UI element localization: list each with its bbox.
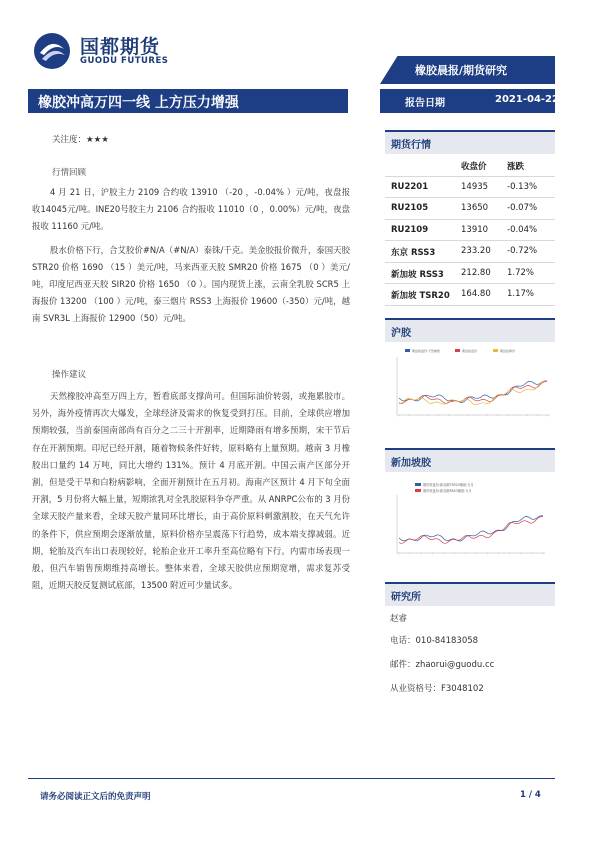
- analyst-name: 赵睿: [390, 614, 408, 624]
- advice-para-1: 天然橡胶冲高至万四上方，暂看底部支撑尚可。但国际油价转弱，或拖累胶市。另外，海外疫情再次大爆发，全球经济及需求的恢复受到打压。目前，全球供应增加预期较强，当前泰国南部尚有百分之二三十开割率，近期降雨有增多预期，宋干节后存在开割预期。印尼已经开割，随着物候条件好转，原料略有上量预期。越南 3 月橡胶出口量约 14 万吨，同比大增约 131%。预计 4 月底开割。中国云南产区部分开割，但是受干旱和白粉病影响，全面开割预计在五月初。海南产区预计 4 月下旬全面开割，5 月份将大幅上量，短期浓乳对全乳胶原料争夺严重。从 ANRPC公布的 3 月份全球天胶产量来看，全球天胶产量同环比增长，由于高价原料刺激割胶，在天气允许的条件下，供应预期会逐渐放量，原料价格亦呈震荡下行趋势，成本端支撑减弱。近期，轮胎及汽车出口表现较好，轮胎企业开工率升至高位略有下行。内需市场表现一般，但汽车销售预期维持高增长。整体来看，全球天胶供应预期宽增，需求复苏受阻，近期天胶反复测试底部，13500 附近可少量试多。: [32, 391, 351, 591]
- legend-swatch-2: [455, 349, 460, 352]
- futures-table-header: [385, 155, 555, 177]
- attention-rating: 关注度：★★★: [52, 135, 109, 145]
- futures-row: [385, 263, 555, 285]
- guodu-logo-icon: [32, 31, 72, 71]
- sgx-price-chart: [385, 475, 555, 575]
- price-change: -0.07%: [507, 203, 538, 213]
- logo-text-cn: 国都期货: [80, 36, 161, 58]
- close-price: 233.20: [461, 246, 491, 256]
- logo-text-en: GUODU FUTURES: [80, 56, 169, 66]
- close-price: 164.80: [461, 289, 491, 299]
- futures-row: [385, 284, 555, 306]
- analyst-license: 从业资格号：F3048102: [390, 684, 484, 694]
- series-line-3: [399, 381, 547, 405]
- market-review-heading: 行情回顾: [52, 168, 87, 178]
- disclaimer-link[interactable]: 请务必阅读正文后的免责声明: [40, 792, 151, 802]
- contract-name: RU2201: [391, 181, 429, 192]
- contract-name: RU2105: [391, 203, 429, 213]
- advice-body: [32, 388, 350, 594]
- legend-label-3: 期货结算价: [500, 349, 516, 353]
- contract-name: 东京 RSS3: [391, 248, 436, 258]
- legend-swatch-1: [405, 349, 410, 352]
- legend-swatch-3: [493, 349, 498, 352]
- series-line-2: [399, 517, 543, 544]
- research-heading-bar: [385, 582, 555, 606]
- close-price: 13650: [461, 203, 489, 213]
- col-change: 涨跌: [507, 162, 525, 172]
- report-title: 橡胶冲高万四一线 上方压力增强: [38, 95, 239, 111]
- futures-table: [385, 155, 555, 306]
- sgx-chart-heading: 新加坡胶: [391, 458, 431, 469]
- analyst-email: 邮件：zhaorui@guodu.cc: [390, 660, 495, 670]
- shfe-chart-heading: 沪胶: [391, 328, 411, 339]
- market-review-para-1: 4 月 21 日，沪胶主力 2109 合约收 13910 （-20 ，-0.04% ）元/吨，夜盘报收14045元/吨。INE20号胶主力 2106 合约报收 11010（0 ，0.00%）元/吨，夜盘报收 11160 元/吨。: [32, 187, 350, 232]
- contract-name: 新加坡 RSS3: [391, 269, 444, 280]
- sgx-chart-heading-bar: [385, 448, 555, 472]
- futures-heading: 期货行情: [391, 140, 431, 151]
- price-change: 1.17%: [507, 289, 535, 299]
- report-date-value: 2021-04-22: [495, 94, 559, 105]
- futures-row: [385, 220, 555, 242]
- series-line-2: [399, 382, 547, 404]
- analyst-phone: 电话：010-84183058: [390, 636, 479, 646]
- market-review-para-2: 股水价格下行，合艾胶价#N/A（#N/A）泰铢/千克。美金胶报价微升，泰国天胶 STR20 价格 1690 （15 ）美元/吨，马来西亚天胶 SMR20 价格 1675 （0 ）美元/吨，印度尼西亚天胶 SIR20 价格 1650 （0 ）。国内现货上涨，云南全乳胶 SCR5 上海报价 13200 （100 ）元/吨，泰三烟片 RSS3 上海报价 19600（-350）元/吨，越南 SVR3L 上海报价 12900（50）元/吨。: [32, 244, 350, 324]
- futures-row: [385, 241, 555, 263]
- legend-label-2: 期货收盘价: [462, 349, 478, 353]
- legend-label-1: 期货收盘价:天然橡胶: [412, 349, 441, 353]
- report-date-label: 报告日期: [405, 98, 445, 109]
- advice-heading: 操作建议: [52, 370, 87, 380]
- market-review-body: [32, 184, 350, 328]
- price-change: -0.13%: [507, 181, 538, 192]
- legend-label-2: 期货收盘价:新加坡RSS3橡胶:当月: [423, 489, 472, 493]
- futures-row: [385, 177, 555, 199]
- close-price: 13910: [461, 224, 489, 235]
- category-label: 橡胶晨报/期货研究: [415, 64, 508, 77]
- legend-label-1: 期货收盘价:新加坡TSR20橡胶:当月: [423, 483, 474, 487]
- research-heading: 研究所: [391, 592, 421, 603]
- contract-name: 新加坡 TSR20: [391, 291, 450, 301]
- futures-heading-bar: [385, 130, 555, 154]
- page-number: 1 / 4: [520, 790, 541, 800]
- col-close-price: 收盘价: [461, 162, 487, 172]
- legend-swatch-2: [415, 489, 421, 492]
- close-price: 14935: [461, 181, 489, 192]
- legend-swatch-1: [415, 483, 421, 486]
- contract-name: RU2109: [391, 224, 429, 235]
- footer-divider: [28, 778, 555, 779]
- shfe-chart-heading-bar: [385, 318, 555, 342]
- price-change: -0.04%: [507, 224, 538, 235]
- price-change: -0.72%: [507, 246, 538, 256]
- price-change: 1.72%: [507, 267, 535, 278]
- close-price: 212.80: [461, 267, 491, 278]
- futures-row: [385, 198, 555, 220]
- shfe-price-chart: [385, 345, 555, 440]
